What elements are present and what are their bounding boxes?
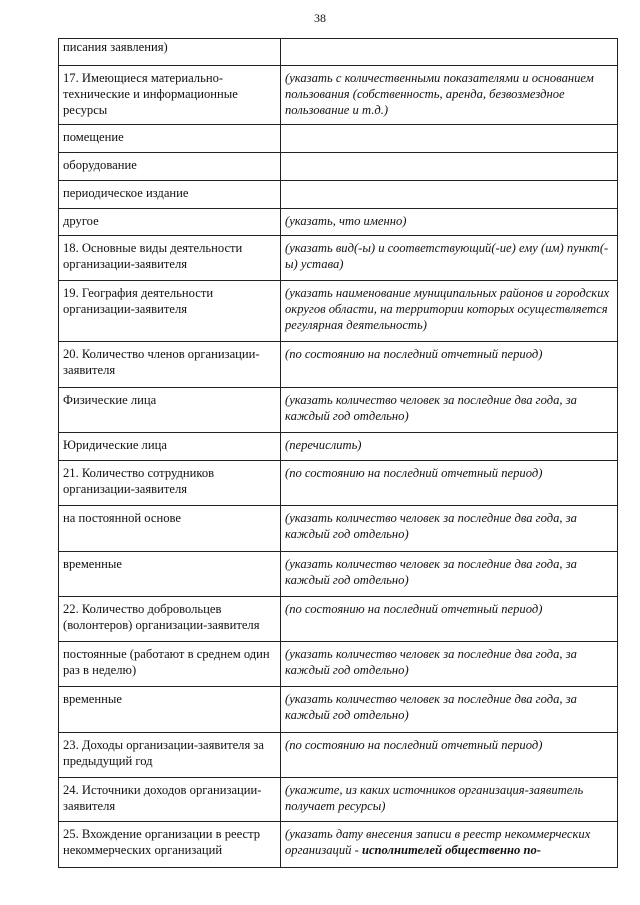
table-row	[59, 822, 618, 868]
row-label: 24. Источники доходов организации-заявителя	[59, 778, 281, 822]
table-row	[59, 125, 618, 153]
row-instruction: (указать, что именно)	[281, 209, 618, 236]
instruction-text: (указать дату внесения записи в реестр некоммерческих организаций -	[285, 827, 591, 857]
row-instruction	[281, 125, 618, 153]
table-row	[59, 236, 618, 281]
table-row	[59, 181, 618, 209]
table-row	[59, 733, 618, 778]
instruction-bold-text: исполнителей общественно по-	[361, 843, 541, 857]
row-label: 20. Количество членов организации-заявителя	[59, 342, 281, 388]
row-label: помещение	[59, 125, 281, 153]
table-row	[59, 281, 618, 342]
row-instruction: (указать с количественными показателями и основанием пользования (собственность, аренда, безвозмездное пользование и т.д.)	[281, 66, 618, 125]
row-instruction: (указать количество человек за последние два года, за каждый год отдельно)	[281, 506, 618, 552]
row-label: оборудование	[59, 153, 281, 181]
row-label: 18. Основные виды деятельности организации-заявителя	[59, 236, 281, 281]
row-label: 21. Количество сотрудников организации-заявителя	[59, 461, 281, 506]
row-label: периодическое издание	[59, 181, 281, 209]
table-row	[59, 433, 618, 461]
row-instruction	[281, 181, 618, 209]
table-row	[59, 687, 618, 733]
row-label: 25. Вхождение организации в реестр некоммерческих организаций	[59, 822, 281, 868]
table-row	[59, 342, 618, 388]
row-instruction: (укажите, из каких источников организация-заявитель получает ресурсы)	[281, 778, 618, 822]
row-instruction: (указать количество человек за последние два года, за каждый год отдельно)	[281, 642, 618, 687]
row-label: постоянные (работают в среднем один раз в неделю)	[59, 642, 281, 687]
row-instruction: (указать количество человек за последние два года, за каждый год отдельно)	[281, 388, 618, 433]
row-label: Юридические лица	[59, 433, 281, 461]
row-label: 17. Имеющиеся материально-технические и информационные ресурсы	[59, 66, 281, 125]
row-instruction: (по состоянию на последний отчетный период)	[281, 733, 618, 778]
row-instruction: (по состоянию на последний отчетный период)	[281, 342, 618, 388]
table-row	[59, 597, 618, 642]
row-instruction: (по состоянию на последний отчетный период)	[281, 597, 618, 642]
row-instruction: (перечислить)	[281, 433, 618, 461]
row-label: 22. Количество добровольцев (волонтеров) организации-заявителя	[59, 597, 281, 642]
row-label: Физические лица	[59, 388, 281, 433]
row-label: временные	[59, 552, 281, 597]
row-instruction: (указать вид(-ы) и соответствующий(-ие) ему (им) пункт(-ы) устава)	[281, 236, 618, 281]
table-row	[59, 506, 618, 552]
row-instruction: (указать количество человек за последние два года, за каждый год отдельно)	[281, 552, 618, 597]
row-label: 23. Доходы организации-заявителя за предыдущий год	[59, 733, 281, 778]
row-instruction	[281, 153, 618, 181]
row-instruction: (указать количество человек за последние два года, за каждый год отдельно)	[281, 687, 618, 733]
table-row	[59, 461, 618, 506]
table-row	[59, 39, 618, 66]
table-row	[59, 209, 618, 236]
row-instruction	[281, 822, 618, 868]
row-label: 19. География деятельности организации-заявителя	[59, 281, 281, 342]
table-row	[59, 388, 618, 433]
application-form-table	[58, 38, 618, 868]
table-row	[59, 642, 618, 687]
row-label: временные	[59, 687, 281, 733]
row-instruction: (указать наименование муниципальных районов и городских округов области, на территории которых осуществляется регулярная деятельность)	[281, 281, 618, 342]
row-label: другое	[59, 209, 281, 236]
row-value-split	[281, 39, 618, 66]
table-row	[59, 552, 618, 597]
row-label: на постоянной основе	[59, 506, 281, 552]
row-instruction: (по состоянию на последний отчетный период)	[281, 461, 618, 506]
row-label: писания заявления)	[59, 39, 281, 66]
table-row	[59, 153, 618, 181]
table-row	[59, 778, 618, 822]
page-number: 38	[314, 11, 326, 25]
table-row	[59, 66, 618, 125]
